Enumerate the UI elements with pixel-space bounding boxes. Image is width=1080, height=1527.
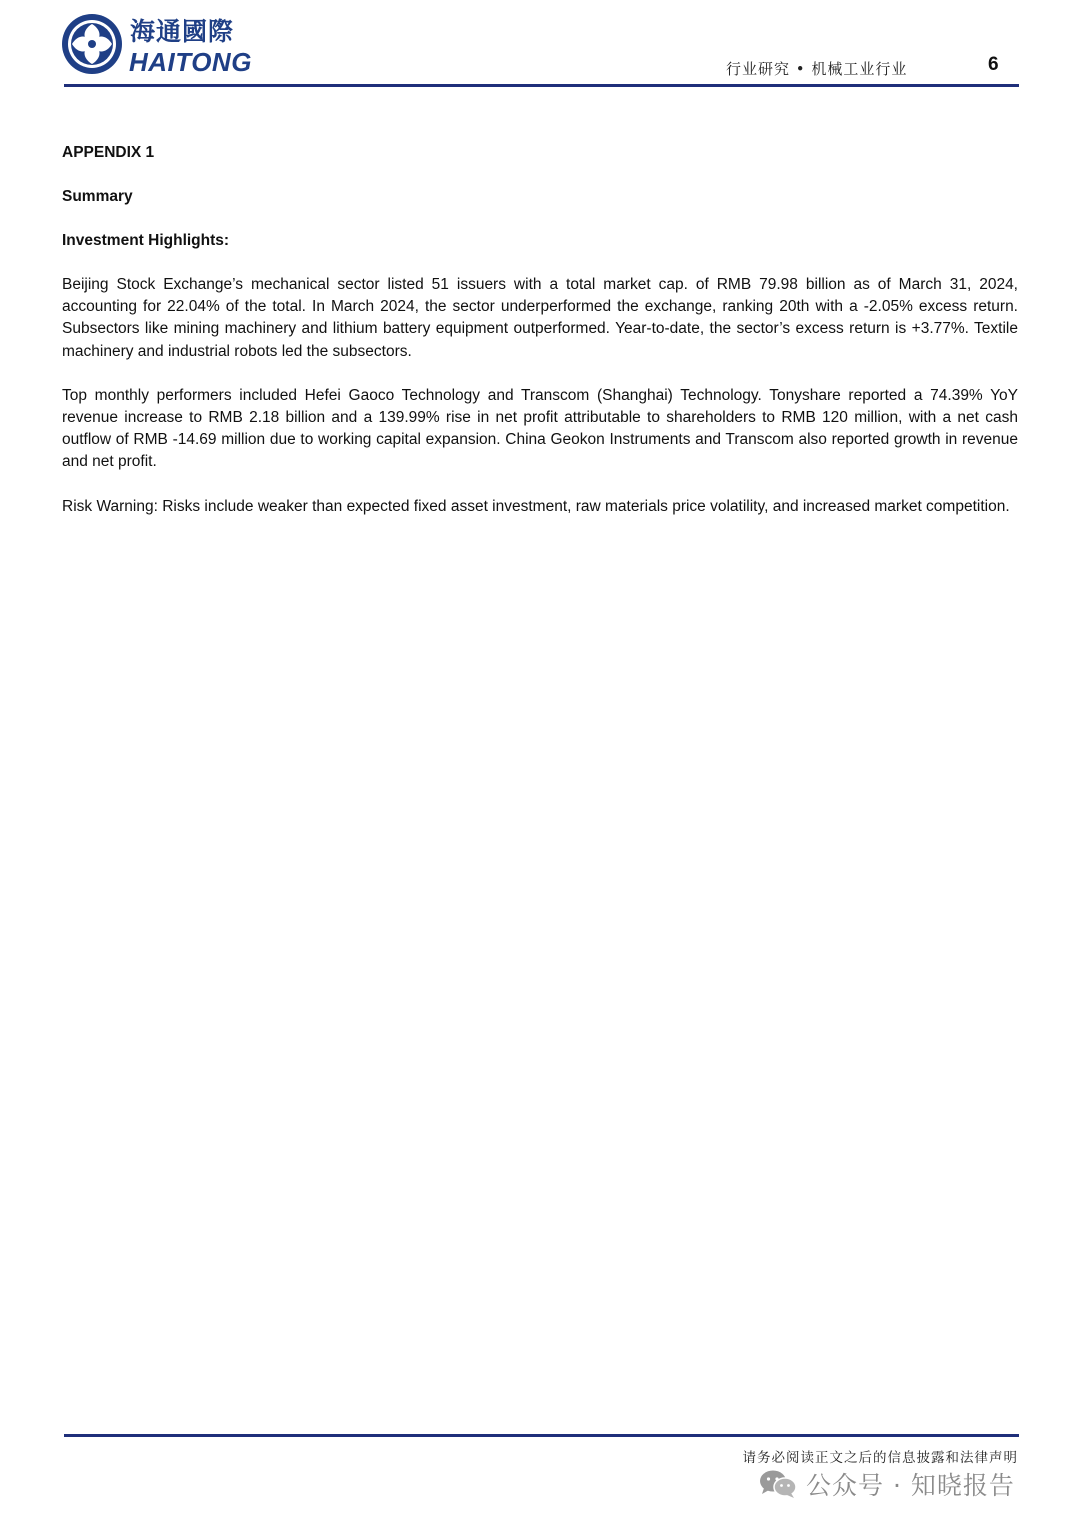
header-rule <box>64 84 1019 87</box>
paragraph-risk-warning: Risk Warning: Risks include weaker than expected fixed asset investment, raw materials price volatility, and increased market competition. <box>62 497 1010 515</box>
logo-chinese-text: 海通國際 <box>130 17 235 46</box>
haitong-logo-mark <box>60 12 124 76</box>
watermark <box>758 1466 1015 1502</box>
appendix-title: APPENDIX 1 <box>62 144 155 161</box>
footer-disclaimer: 请务必阅读正文之后的信息披露和法律声明 <box>742 1450 1018 1466</box>
paragraph-sector-overview: Beijing Stock Exchange’s mechanical sector listed 51 issuers with a total market cap. of RMB 79.98 billion as of March 31, 2024, accounting for 22.04% of the total. In March 2024, the sector underperformed the exchange, ranking 20th with a -2.05% excess return. Subsectors like mining machinery and lithium battery equipment outperformed. Year-to-date, the sector’s excess return is +3.77%. Textile machinery and industrial robots led the subsectors. <box>62 276 1018 360</box>
investment-highlights-title: Investment Highlights: <box>62 232 230 249</box>
paragraph-top-performers: Top monthly performers included Hefei Gaoco Technology and Transcom (Shanghai) Technology. Tonyshare reported a 74.39% YoY revenue increase to RMB 2.18 billion and a 139.99% rise in net profit attributable to shareholders to RMB 120 million, with a net cash outflow of RMB -14.69 million due to working capital expansion. China Geokon Instruments and Transcom also reported growth in revenue and net profit. <box>62 386 1018 471</box>
page-number: 6 <box>988 54 999 75</box>
wechat-icon <box>758 1468 798 1500</box>
logo-english-text: HAITONG <box>129 47 252 77</box>
watermark-text: 公众号 · 知晓报告 <box>806 1471 1015 1500</box>
summary-title: Summary <box>62 188 133 205</box>
haitong-logo <box>60 12 260 78</box>
report-category: 行业研究 • 机械工业行业 <box>726 60 908 78</box>
footer-rule <box>64 1434 1019 1437</box>
main-content <box>62 142 1018 540</box>
